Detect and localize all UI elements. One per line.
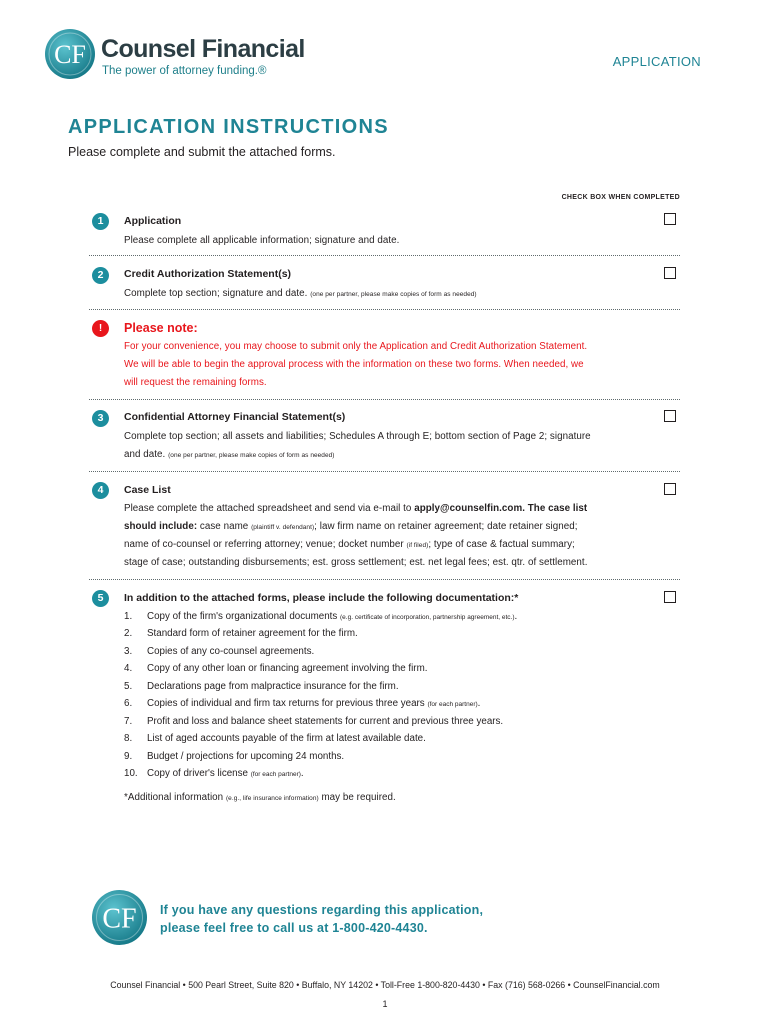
step-number-badge: 4 bbox=[92, 482, 109, 499]
completion-checkbox[interactable] bbox=[664, 213, 676, 225]
item-description: Complete top section; signature and date. (one per partner, please make copies of form as needed) bbox=[124, 288, 477, 299]
list-item: Copy of the firm's organizational documents (e.g. certificate of incorporation, partnership agreement, etc.). bbox=[147, 611, 518, 622]
list-item: Profit and loss and balance sheet statements for current and previous three years. bbox=[147, 716, 504, 727]
item-description: Please complete all applicable information; signature and date. bbox=[124, 235, 400, 246]
page-title: APPLICATION INSTRUCTIONS bbox=[68, 116, 389, 138]
dotted-divider bbox=[89, 579, 680, 580]
list-item: Copies of any co-counsel agreements. bbox=[147, 646, 315, 657]
dotted-divider bbox=[89, 399, 680, 400]
list-item: Copies of individual and firm tax returns for previous three years (for each partner). bbox=[147, 698, 481, 709]
list-number: 3. bbox=[124, 646, 133, 657]
list-item: List of aged accounts payable of the firm at latest available date. bbox=[147, 733, 426, 744]
item-description: Please complete the attached spreadsheet and send via e-mail to apply@counselfin.com. The case list bbox=[124, 503, 588, 514]
counsel-financial-logo-icon bbox=[91, 889, 148, 946]
footer-address: Counsel Financial • 500 Pearl Street, Suite 820 • Buffalo, NY 14202 • Toll-Free 1-800-820-4430 • Fax (716) 568-0266 • CounselFinancial.com bbox=[110, 980, 660, 990]
item-title: In addition to the attached forms, please include the following documentation:* bbox=[124, 592, 519, 604]
list-number: 2. bbox=[124, 628, 133, 639]
check-box-header: CHECK BOX WHEN COMPLETED bbox=[561, 194, 680, 201]
list-item: Declarations page from malpractice insurance for the firm. bbox=[147, 681, 399, 692]
page-number: 1 bbox=[382, 999, 388, 1009]
list-number: 6. bbox=[124, 698, 133, 709]
note-line: For your convenience, you may choose to submit only the Application and Credit Authorization Statement. bbox=[124, 341, 588, 352]
contact-message: If you have any questions regarding this application, bbox=[160, 903, 484, 917]
dotted-divider bbox=[89, 471, 680, 472]
section-label: APPLICATION bbox=[612, 54, 701, 69]
brand-tagline: The power of attorney funding.® bbox=[102, 65, 267, 77]
step-number-badge: 1 bbox=[92, 213, 109, 230]
note-line: We will be able to begin the approval process with the information on these two forms. When needed, we bbox=[124, 359, 584, 370]
email-link[interactable]: apply@counselfin.com bbox=[414, 503, 523, 514]
list-number: 7. bbox=[124, 716, 133, 727]
item-description: stage of case; outstanding disbursements; est. gross settlement; est. net legal fees; est. qtr. of settlement. bbox=[124, 557, 588, 568]
list-item: Copy of any other loan or financing agreement involving the firm. bbox=[147, 663, 428, 674]
note-line: will request the remaining forms. bbox=[124, 377, 267, 388]
dotted-divider bbox=[89, 255, 680, 256]
list-number: 9. bbox=[124, 751, 133, 762]
completion-checkbox[interactable] bbox=[664, 483, 676, 495]
item-title: Case List bbox=[124, 484, 171, 496]
list-number: 10. bbox=[124, 768, 138, 779]
step-number-badge: 5 bbox=[92, 590, 109, 607]
item-description: should include: case name (plaintiff v. defendant); law firm name on retainer agreement; date retainer signed; bbox=[124, 521, 578, 532]
list-number: 8. bbox=[124, 733, 133, 744]
dotted-divider bbox=[89, 309, 680, 310]
logo-letters: CF bbox=[54, 40, 86, 69]
step-number-badge: 3 bbox=[92, 410, 109, 427]
list-item: Standard form of retainer agreement for the firm. bbox=[147, 628, 358, 639]
footnote: *Additional information (e.g., life insurance information) may be required. bbox=[124, 792, 396, 803]
counsel-financial-logo-icon bbox=[44, 28, 96, 80]
brand-name: Counsel Financial bbox=[101, 35, 305, 63]
list-number: 4. bbox=[124, 663, 133, 674]
page-subtitle: Please complete and submit the attached forms. bbox=[68, 145, 336, 159]
item-title: Credit Authorization Statement(s) bbox=[124, 268, 292, 280]
note-title: Please note: bbox=[124, 321, 198, 335]
list-number: 5. bbox=[124, 681, 133, 692]
list-item: Budget / projections for upcoming 24 months. bbox=[147, 751, 345, 762]
list-item: Copy of driver's license (for each partner). bbox=[147, 768, 304, 779]
completion-checkbox[interactable] bbox=[664, 591, 676, 603]
logo-letters: CF bbox=[102, 903, 137, 935]
item-description: Complete top section; all assets and liabilities; Schedules A through E; bottom section of Page 2; signature bbox=[124, 431, 591, 442]
item-description: name of co-counsel or referring attorney; venue; docket number (if filed); type of case & factual summary; bbox=[124, 539, 575, 550]
item-description: and date. (one per partner, please make copies of form as needed) bbox=[124, 449, 335, 460]
completion-checkbox[interactable] bbox=[664, 410, 676, 422]
alert-icon: ! bbox=[92, 320, 109, 337]
contact-message: please feel free to call us at 1-800-420-4430. bbox=[160, 921, 428, 935]
list-number: 1. bbox=[124, 611, 133, 622]
step-number-badge: 2 bbox=[92, 267, 109, 284]
item-title: Confidential Attorney Financial Statement(s) bbox=[124, 411, 346, 423]
completion-checkbox[interactable] bbox=[664, 267, 676, 279]
item-title: Application bbox=[124, 215, 182, 227]
